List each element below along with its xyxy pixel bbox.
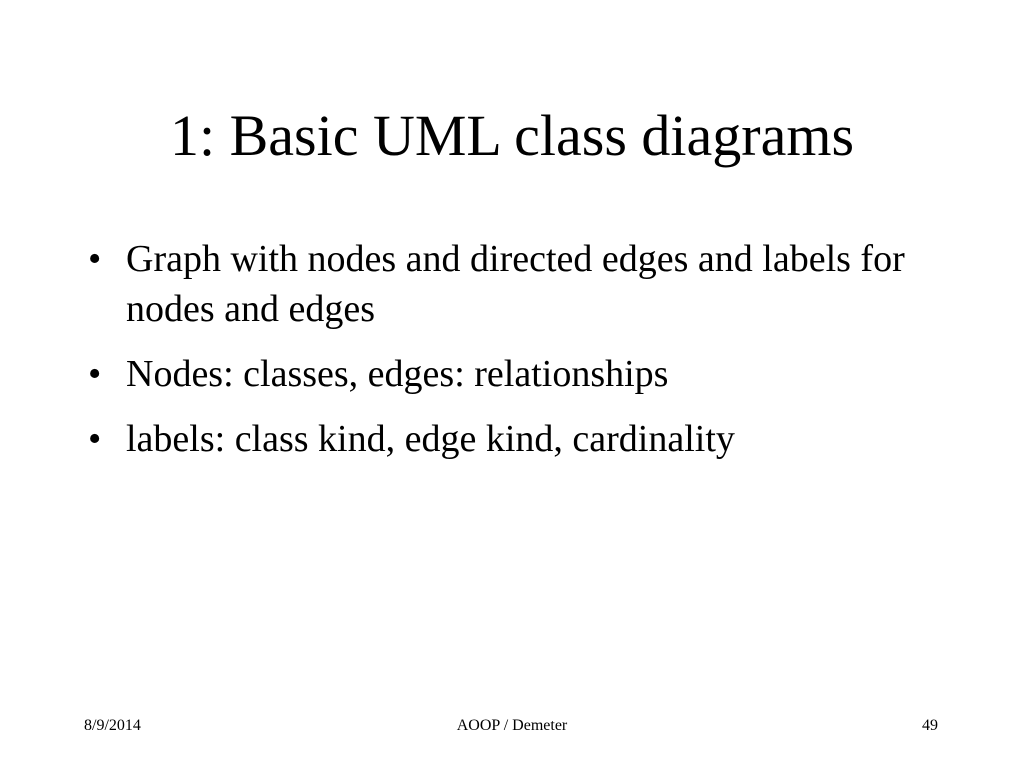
bullet-item xyxy=(88,414,948,464)
slide-title: 1: Basic UML class diagrams xyxy=(169,103,855,168)
bullet-text: Nodes: classes, edges: relationships xyxy=(126,353,669,395)
footer-date: 8/9/2014 xyxy=(84,717,141,734)
footer-title: AOOP / Demeter xyxy=(456,717,568,734)
bullet-text: labels: class kind, edge kind, cardinality xyxy=(126,418,735,460)
bullet-marker: • xyxy=(88,418,102,460)
bullet-marker: • xyxy=(88,238,102,280)
page-number: 49 xyxy=(922,717,938,734)
bullet-list xyxy=(88,234,948,479)
bullet-text: Graph with nodes and directed edges and labels for nodes and edges xyxy=(126,238,905,330)
bullet-item xyxy=(88,349,948,399)
bullet-marker: • xyxy=(88,353,102,395)
bullet-item xyxy=(88,234,948,334)
